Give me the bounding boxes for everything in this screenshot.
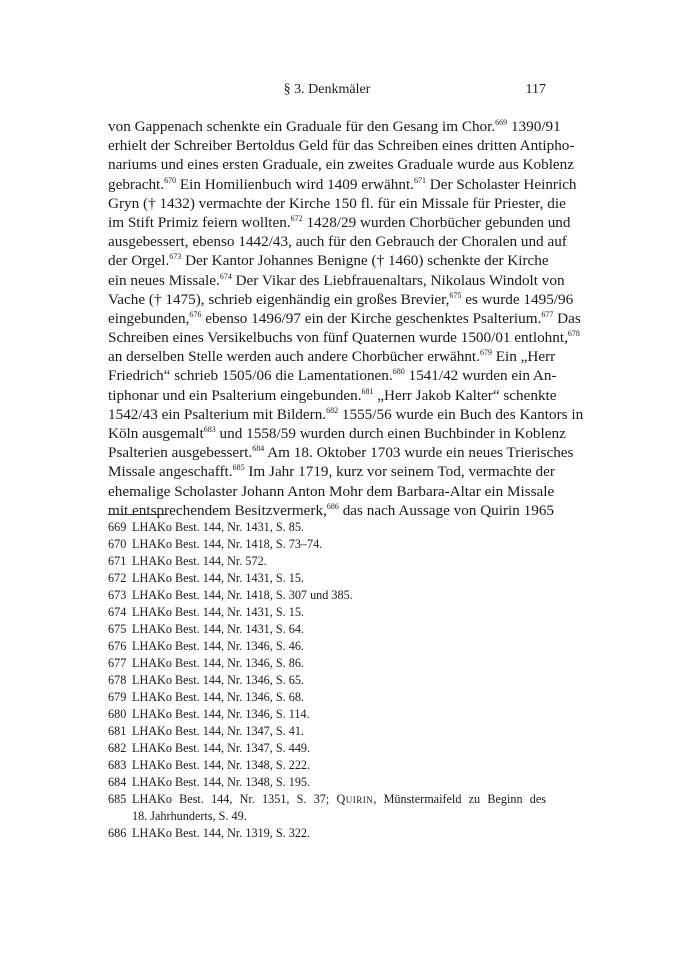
- body-text-segment: Das: [553, 309, 581, 327]
- body-text-segment: Ein „Herr: [491, 348, 556, 366]
- body-text-segment: mit entsprechendem Besitzvermerk,: [108, 501, 327, 519]
- body-line: [108, 117, 561, 136]
- body-text-segment: 1542/43 ein Psalterium mit Bildern.: [108, 405, 327, 423]
- body-text-segment: ein neues Missale.: [108, 271, 220, 289]
- body-line: [108, 501, 555, 520]
- footnote-marker: 673: [169, 252, 182, 262]
- footnote: [108, 774, 546, 791]
- body-text-segment: an derselben Stelle werden auch andere Chorbücher erwähnt.: [108, 348, 480, 366]
- footnote: [108, 621, 546, 638]
- footnote-marker: 686: [326, 501, 339, 511]
- running-header: [108, 82, 546, 102]
- footnote-marker: 684: [252, 444, 265, 454]
- footnote-marker: 670: [164, 175, 177, 185]
- footnote-number: 678: [108, 673, 127, 687]
- footnote-text: LHAKo Best. 144, Nr. 1346, S. 65.: [132, 673, 304, 687]
- body-line: [108, 405, 584, 424]
- footnote-text: LHAKo Best. 144, Nr. 1346, S. 86.: [132, 656, 304, 670]
- footnote-text: LHAKo Best. 144, Nr. 1431, S. 15.: [132, 571, 304, 585]
- footnote-marker: 677: [541, 309, 554, 319]
- footnote: [108, 519, 546, 536]
- body-text-segment: und 1558/59 wurden durch einen Buchbinder in Koblenz: [215, 425, 566, 442]
- body-line: [108, 290, 574, 309]
- body-line: [108, 443, 574, 462]
- footnote-number: 683: [108, 758, 127, 772]
- body-text-segment: nariums und eines ersten Graduale, ein zweites Graduale wurde aus Koblenz: [108, 156, 574, 174]
- body-text-segment: Der Vikar des Liebfrauenaltars, Nikolaus Windolt von: [231, 271, 565, 289]
- body-text-segment: 1390/91: [507, 118, 561, 135]
- footnote: [108, 655, 546, 672]
- footnote: [108, 553, 546, 570]
- footnote-marker: 674: [219, 271, 232, 281]
- footnotes: [108, 519, 546, 842]
- body-text-segment: eingebunden,: [108, 309, 190, 327]
- footnote-marker: 681: [361, 386, 374, 396]
- footnote: [108, 689, 546, 706]
- footnote-marker: 669: [495, 118, 508, 127]
- body-text-segment: Am 18. Oktober 1703 wurde ein neues Trierisches: [264, 444, 574, 462]
- footnote: [108, 825, 546, 842]
- body-text-segment: erhielt der Schreiber Bertoldus Geld für das Schreiben eines dritten Antipho-: [108, 137, 575, 155]
- footnote-indent: [108, 808, 132, 825]
- footnote: [108, 672, 546, 689]
- footnote-text: LHAKo Best. 144, Nr. 1348, S. 222.: [132, 758, 311, 772]
- footnote-marker: 671: [413, 175, 426, 185]
- footnote-number: 679: [108, 690, 127, 704]
- body-line: [108, 347, 556, 366]
- footnote-number: 673: [108, 588, 127, 602]
- body-text-segment: tiphonar und ein Psalterium eingebunden.: [108, 386, 362, 404]
- footnote: [108, 706, 546, 723]
- body-text-segment: Im Jahr 1719, kurz vor seinem Tod, vermachte der: [244, 463, 555, 481]
- body-text-segment: Der Kantor Johannes Benigne († 1460) schenkte der Kirche: [181, 252, 549, 270]
- footnote: [108, 638, 546, 655]
- footnote-continuation: [108, 808, 546, 825]
- body-text-segment: Friedrich“ schrieb 1505/06 die Lamentationen.: [108, 367, 393, 385]
- footnote: [108, 570, 546, 587]
- footnote-number: 674: [108, 605, 127, 619]
- footnote-text: LHAKo Best. 144, Nr. 1418, S. 307 und 385.: [132, 588, 353, 602]
- body-text-segment: „Herr Jakob Kalter“ schenkte: [373, 386, 557, 404]
- footnote-marker: 672: [290, 213, 303, 223]
- footnote-number: 684: [108, 775, 127, 789]
- body-text-segment: Schreiben eines Versikelbuchs von fünf Quaternen wurde 1500/01 entlohnt,: [108, 329, 568, 347]
- footnote-number: 685: [108, 792, 127, 806]
- body-text-segment: 1428/29 wurden Chorbücher gebunden und: [302, 213, 571, 231]
- footnote-text: LHAKo Best. 144, Nr. 1431, S. 64.: [132, 622, 304, 636]
- page-number: 117: [525, 82, 546, 97]
- footnote-text: 18. Jahrhunderts, S. 49.: [132, 809, 247, 823]
- body-text-segment: es wurde 1495/96: [461, 290, 574, 308]
- body-text-segment: der Orgel.: [108, 252, 170, 270]
- body-text-segment: Vache († 1475), schrieb eigenhändig ein großes Brevier,: [108, 290, 450, 308]
- body-text-segment: Gryn († 1432) vermachte der Kirche 150 fl. für ein Missale für Priester, die: [108, 194, 566, 212]
- body-text-segment: 1541/42 wurden ein An-: [404, 367, 557, 385]
- footnote-marker: 683: [203, 425, 216, 434]
- footnote-number: 680: [108, 707, 127, 721]
- footnote-number: 676: [108, 639, 127, 653]
- footnote-marker: 675: [449, 290, 462, 300]
- body-text-segment: von Gappenach schenkte ein Graduale für den Gesang im Chor.: [108, 118, 496, 135]
- body-text-segment: ehemalige Scholaster Johann Anton Mohr dem Barbara-Altar ein Missale: [108, 482, 555, 500]
- body-text-segment: Köln ausgemalt: [108, 425, 204, 442]
- footnote-text: LHAKo Best. 144, Nr. 1347, S. 449.: [132, 741, 311, 755]
- footnote-text: LHAKo Best. 144, Nr. 1348, S. 195.: [132, 775, 311, 789]
- footnote-marker: 685: [232, 463, 245, 473]
- body-text-segment: Ein Homilienbuch wird 1409 erwähnt.: [176, 175, 414, 193]
- footnote-number: 669: [108, 520, 127, 534]
- footnote-number: 682: [108, 741, 127, 755]
- body-line: [108, 194, 566, 213]
- body-text-segment: ausgebessert, ebenso 1442/43, auch für den Gebrauch der Choralen und auf: [108, 233, 567, 251]
- body-line: [108, 309, 581, 328]
- footnote-text-segment: LHAKo Best. 144, Nr. 1351, S. 37;: [132, 792, 337, 806]
- body-text-segment: das nach Aussage von Quirin 1965: [338, 501, 555, 519]
- body-line: [108, 251, 549, 270]
- body-line: [108, 175, 577, 194]
- footnote-number: 677: [108, 656, 127, 670]
- footnote-marker: 682: [326, 405, 339, 415]
- body-line: [108, 366, 557, 385]
- body-text-segment: gebracht.: [108, 175, 165, 193]
- body-text-segment: im Stift Primiz feiern wollten.: [108, 213, 291, 231]
- body-text-segment: Missale angeschafft.: [108, 463, 233, 481]
- footnote-marker: 680: [392, 367, 405, 377]
- body-line: [108, 386, 557, 405]
- footnote: [108, 536, 546, 553]
- author-name: Quirin: [336, 792, 374, 806]
- footnote-number: 671: [108, 554, 127, 568]
- footnote: [108, 757, 546, 774]
- footnote-text: LHAKo Best. 144, Nr. 1347, S. 41.: [132, 724, 304, 738]
- footnote-text: LHAKo Best. 144, Nr. 1346, S. 46.: [132, 639, 304, 653]
- body-text: [108, 117, 584, 520]
- footnote: [108, 723, 546, 740]
- body-line: [108, 462, 555, 481]
- body-line: [108, 271, 565, 290]
- footnote-number: 686: [108, 826, 127, 840]
- footnote-text: [132, 791, 546, 808]
- footnote-text: LHAKo Best. 144, Nr. 1431, S. 85.: [132, 520, 304, 534]
- footnote-text: LHAKo Best. 144, Nr. 1346, S. 114.: [132, 707, 310, 721]
- footnote-text: LHAKo Best. 144, Nr. 1431, S. 15.: [132, 605, 304, 619]
- body-text-segment: 1555/56 wurde ein Buch des Kantors in: [338, 405, 584, 423]
- body-line: [108, 155, 574, 174]
- body-text-segment: Der Scholaster Heinrich: [425, 175, 577, 193]
- footnote-text: LHAKo Best. 144, Nr. 1418, S. 73–74.: [132, 537, 323, 551]
- body-line: [108, 482, 555, 501]
- footnote-separator: [108, 514, 168, 515]
- footnote-text-segment: , Münstermaifeld zu Beginn des: [373, 792, 546, 806]
- footnote-number: 670: [108, 537, 127, 551]
- footnote-marker: 676: [189, 309, 202, 319]
- footnote-marker: 678: [567, 329, 580, 339]
- body-line: [108, 136, 575, 155]
- footnote: [108, 791, 546, 808]
- body-line: [108, 232, 567, 251]
- footnote: [108, 587, 546, 604]
- body-line: [108, 328, 580, 347]
- body-text-segment: Psalterien ausgebessert.: [108, 444, 253, 462]
- footnote-marker: 679: [479, 348, 492, 358]
- footnote-number: 672: [108, 571, 127, 585]
- section-title: § 3. Denkmäler: [283, 82, 371, 97]
- footnote-text: LHAKo Best. 144, Nr. 1319, S. 322.: [132, 826, 311, 840]
- footnote-text: LHAKo Best. 144, Nr. 572.: [132, 554, 267, 568]
- footnote: [108, 740, 546, 757]
- footnote-number: 681: [108, 724, 127, 738]
- body-text-segment: ebenso 1496/97 ein der Kirche geschenktes Psalterium.: [201, 309, 542, 327]
- body-line: [108, 213, 571, 232]
- footnote-number: 675: [108, 622, 127, 636]
- body-line: [108, 424, 566, 443]
- footnote-text: LHAKo Best. 144, Nr. 1346, S. 68.: [132, 690, 304, 704]
- footnote: [108, 604, 546, 621]
